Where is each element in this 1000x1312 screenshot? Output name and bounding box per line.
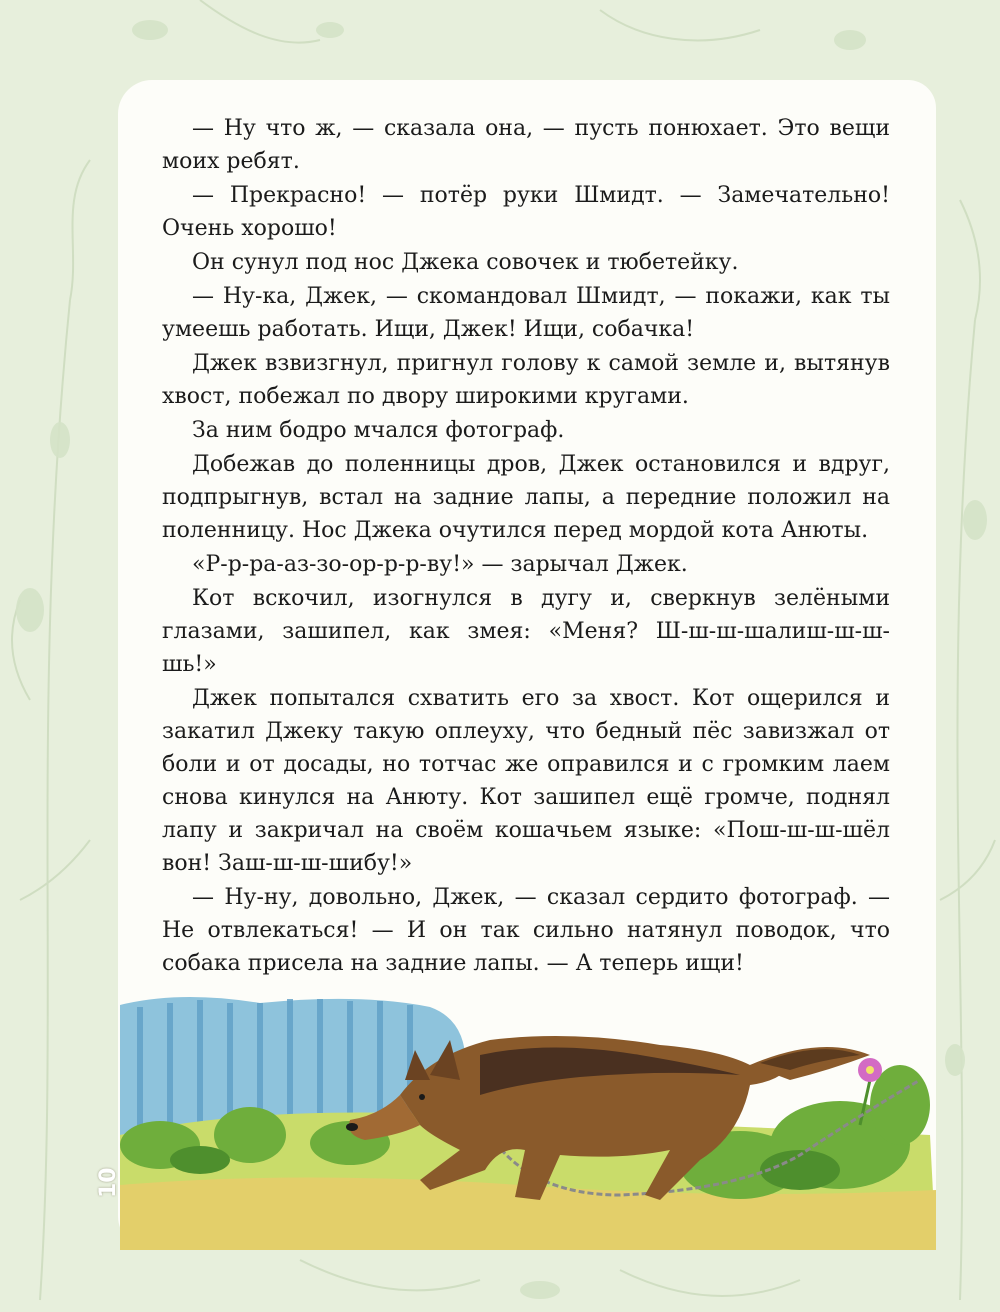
paragraph: — Прекрасно! — потёр руки Шмидт. — Замечательно! Очень хорошо!: [162, 183, 890, 241]
paragraph: «Р-р-ра-аз-зо-ор-р-р-ву!» — зарычал Джек.: [192, 552, 688, 577]
story-text: [162, 112, 890, 980]
paragraph: Он сунул под нос Джека совочек и тюбетейку.: [192, 250, 739, 275]
paragraph: За ним бодро мчался фотограф.: [192, 418, 565, 443]
paragraph: Джек взвизгнул, пригнул голову к самой земле и, вытянув хвост, побежал по двору широкими кругами.: [162, 351, 890, 409]
paragraph: — Ну-ка, Джек, — скомандовал Шмидт, — покажи, как ты умеешь работать. Ищи, Джек! Ищи, собачка!: [162, 284, 890, 342]
paragraph: Кот вскочил, изогнулся в дугу и, сверкнув зелёными глазами, зашипел, как змея: «Меня? Ш-ш-ш-шалиш-ш-ш-шь!»: [162, 586, 890, 677]
paragraph: Добежав до поленницы дров, Джек остановился и вдруг, подпрыгнув, встал на задние лапы, а передние положил на поленницу. Нос Джека очутился перед мордой кота Анюты.: [162, 452, 890, 543]
paragraph: — Ну-ну, довольно, Джек, — сказал сердито фотограф. — Не отвлекаться! — И он так сильно натянул поводок, что собака присела на задние лапы. — А теперь ищи!: [162, 885, 890, 976]
dog-illustration: [100, 985, 936, 1250]
paragraph: — Ну что ж, — сказала она, — пусть понюхает. Это вещи моих ребят.: [162, 116, 890, 174]
paragraph: Джек попытался схватить его за хвост. Кот ощерился и закатил Джеку такую оплеуху, что бедный пёс завизжал от боли и от досады, но тотчас же оправился и с громким лаем снова кинулся на Анюту. Кот зашипел ещё громче, поднял лапу и закричал на своём кошачьем языке: «Пош-ш-ш-шёл вон! Заш-ш-ш-шибу!»: [162, 686, 890, 876]
page-number: 10: [96, 1167, 121, 1198]
